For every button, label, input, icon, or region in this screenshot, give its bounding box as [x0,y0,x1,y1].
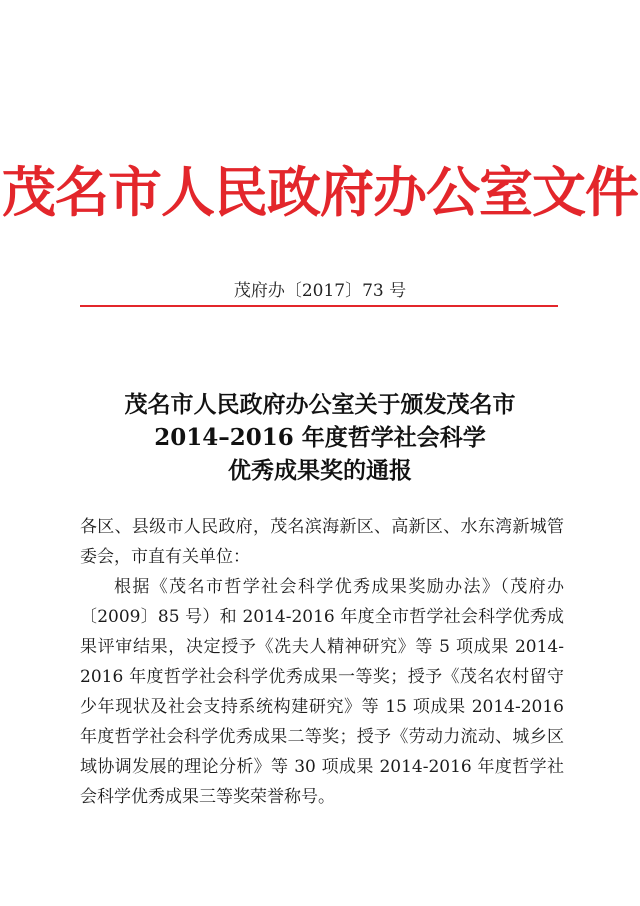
document-header-title: 茂名市人民政府办公室文件 [2,160,638,224]
body-paragraph: 根据《茂名市哲学社会科学优秀成果奖励办法》（茂府办〔2009〕85 号）和 2014-2016 年度全市哲学社会科学优秀成果评审结果，决定授予《冼夫人精神研究》等 5 项成果 2014-2016 年度哲学社会科学优秀成果一等奖；授予《茂名农村留守少年现状及社会支持系统构建研究》等 15 项成果 2014-2016 年度哲学社会科学优秀成果二等奖；授予《劳动力流动、城乡区域协调发展的理论分析》等 30 项成果 2014-2016 年度哲学社会科学优秀成果三等奖荣誉称号。 [80,577,564,807]
notice-title [0,388,640,487]
notice-title-line-3: 优秀成果奖的通报 [228,457,412,484]
red-divider-line [80,305,558,307]
recipients-paragraph: 各区、县级市人民政府，茂名滨海新区、高新区、水东湾新城管委会，市直有关单位： [80,517,564,567]
document-number: 茂府办〔2017〕73 号 [233,281,407,301]
notice-body [80,512,564,812]
notice-title-line-1: 茂名市人民政府办公室关于颁发茂名市 [124,391,516,418]
notice-title-line-2: 2014–2016 年度哲学社会科学 [154,424,486,451]
